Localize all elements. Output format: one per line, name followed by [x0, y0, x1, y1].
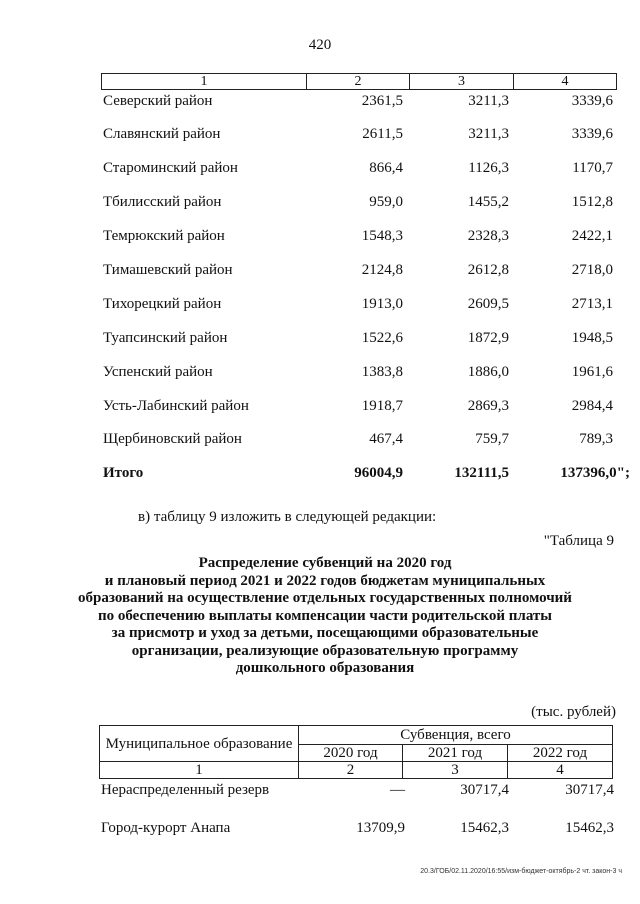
row-value-2021: 1886,0: [467, 364, 509, 380]
heading-line: организации, реализующие образовательную программу: [131, 642, 519, 659]
row-value-2020: —: [390, 782, 405, 798]
row-name: Тихорецкий район: [103, 296, 222, 312]
row-value-2022: 1512,8: [571, 194, 613, 210]
col-municipality: Муниципальное образование: [100, 726, 299, 762]
row-value-2022: 30717,4: [565, 782, 614, 798]
row-value-2021: 1455,2: [467, 194, 509, 210]
table-total-row: [0, 463, 640, 483]
row-value-2022: 789,3: [579, 431, 613, 447]
table2-header: [99, 725, 613, 779]
table-row: [0, 818, 640, 838]
row-value-2020: 13709,9: [356, 820, 405, 836]
row-name: Тимашевский район: [103, 262, 233, 278]
table1-header-col4: 4: [561, 74, 569, 89]
row-value-2022: 2718,0: [571, 262, 613, 278]
table-row: [0, 328, 640, 348]
row-value-2022: 2713,1: [571, 296, 613, 312]
total-label: Итого: [103, 465, 144, 481]
table-heading: [60, 555, 590, 678]
row-value-2022: 1948,5: [571, 330, 613, 346]
table-row: [0, 780, 640, 800]
col-year-2020: 2020 год: [299, 745, 403, 762]
units-label: (тыс. рублей): [531, 704, 616, 720]
table-row: [0, 362, 640, 382]
table-row: [0, 294, 640, 314]
row-value-2022: 1961,6: [571, 364, 613, 380]
row-name: Усть-Лабинский район: [103, 398, 249, 414]
row-value-2020: 2611,5: [362, 126, 403, 142]
row-value-2022: 3339,6: [571, 126, 613, 142]
row-name: Нераспределенный резерв: [101, 782, 270, 798]
row-name: Староминский район: [103, 160, 238, 176]
col-subvention: Субвенция, всего: [299, 726, 613, 745]
row-value-2021: 15462,3: [460, 820, 509, 836]
table-row: [0, 260, 640, 280]
row-value-2020: 1522,6: [361, 330, 403, 346]
row-name: Тбилисский район: [103, 194, 222, 210]
row-value-2020: 467,4: [369, 431, 403, 447]
col-number-4: 4: [508, 762, 613, 779]
heading-line: и плановый период 2021 и 2022 годов бюджетам муниципальных: [104, 572, 546, 589]
row-value-2020: 959,0: [369, 194, 403, 210]
row-value-2021: 2328,3: [467, 228, 509, 244]
row-value-2020: 1913,0: [361, 296, 403, 312]
heading-line: образований на осуществление отдельных государственных полномочий: [78, 590, 572, 606]
row-name: Туапсинский район: [103, 330, 228, 346]
table-row: [0, 429, 640, 449]
row-value-2021: 1872,9: [467, 330, 509, 346]
col-number-1: 1: [100, 762, 299, 779]
row-name: Щербиновский район: [103, 431, 242, 447]
table-row: [0, 158, 640, 178]
table-row: [0, 91, 640, 111]
row-value-2020: 1383,8: [361, 364, 403, 380]
row-value-2022: 15462,3: [565, 820, 614, 836]
amendment-instruction: в) таблицу 9 изложить в следующей редакции:: [138, 509, 437, 525]
table-row: [0, 192, 640, 212]
document-footer: 20.3/ГОБ/02.11.2020/16:55/изм-бюджет-октябрь-2 чт. закон-3 ч: [420, 868, 622, 875]
col-year-2021: 2021 год: [403, 745, 508, 762]
col-year-2022: 2022 год: [508, 745, 613, 762]
row-value-2022: 2422,1: [571, 228, 613, 244]
table-row: [0, 124, 640, 144]
col-number-2: 2: [299, 762, 403, 779]
table-label: "Таблица 9: [543, 533, 614, 549]
heading-line: по обеспечению выплаты компенсации части родительской платы: [97, 607, 553, 624]
row-name: Славянский район: [103, 126, 221, 142]
table1-header-col3: 3: [410, 74, 514, 89]
table1-header-col1: 1: [102, 74, 307, 89]
heading-line: дошкольного образования: [235, 660, 415, 676]
row-value-2020: 866,4: [369, 160, 403, 176]
row-value-2020: 1548,3: [361, 228, 403, 244]
row-value-2021: 2612,8: [467, 262, 509, 278]
row-name: Город-курорт Анапа: [101, 820, 231, 836]
table-row: [0, 226, 640, 246]
row-name: Успенский район: [103, 364, 213, 380]
row-name: Северский район: [103, 93, 213, 109]
heading-line: за присмотр и уход за детьми, посещающими образовательные: [111, 625, 539, 641]
row-value-2021: 2609,5: [467, 296, 509, 312]
row-value-2022: 2984,4: [571, 398, 613, 414]
row-value-2020: 2361,5: [361, 93, 403, 109]
row-value-2021: 30717,4: [460, 782, 509, 798]
row-value-2020: 1918,7: [361, 398, 403, 414]
table1-header-col2: 2: [307, 74, 410, 89]
row-value-2021: 759,7: [475, 431, 509, 447]
table1-header: [101, 73, 617, 90]
row-value-2021: 3211,3: [468, 93, 509, 109]
row-value-2021: 3211,3: [468, 126, 509, 142]
col-number-3: 3: [403, 762, 508, 779]
total-value-2022: 137396,0";: [560, 465, 630, 481]
row-value-2021: 1126,3: [468, 160, 509, 176]
heading-line: Распределение субвенций на 2020 год: [198, 555, 452, 571]
row-name: Темрюкский район: [103, 228, 225, 244]
table-row: [0, 396, 640, 416]
row-value-2022: 1170,7: [572, 160, 613, 176]
row-value-2020: 2124,8: [361, 262, 403, 278]
row-value-2021: 2869,3: [467, 398, 509, 414]
total-value-2020: 96004,9: [354, 465, 403, 481]
page-number: 420: [308, 37, 332, 53]
row-value-2022: 3339,6: [571, 93, 613, 109]
total-value-2021: 132111,5: [454, 465, 509, 481]
